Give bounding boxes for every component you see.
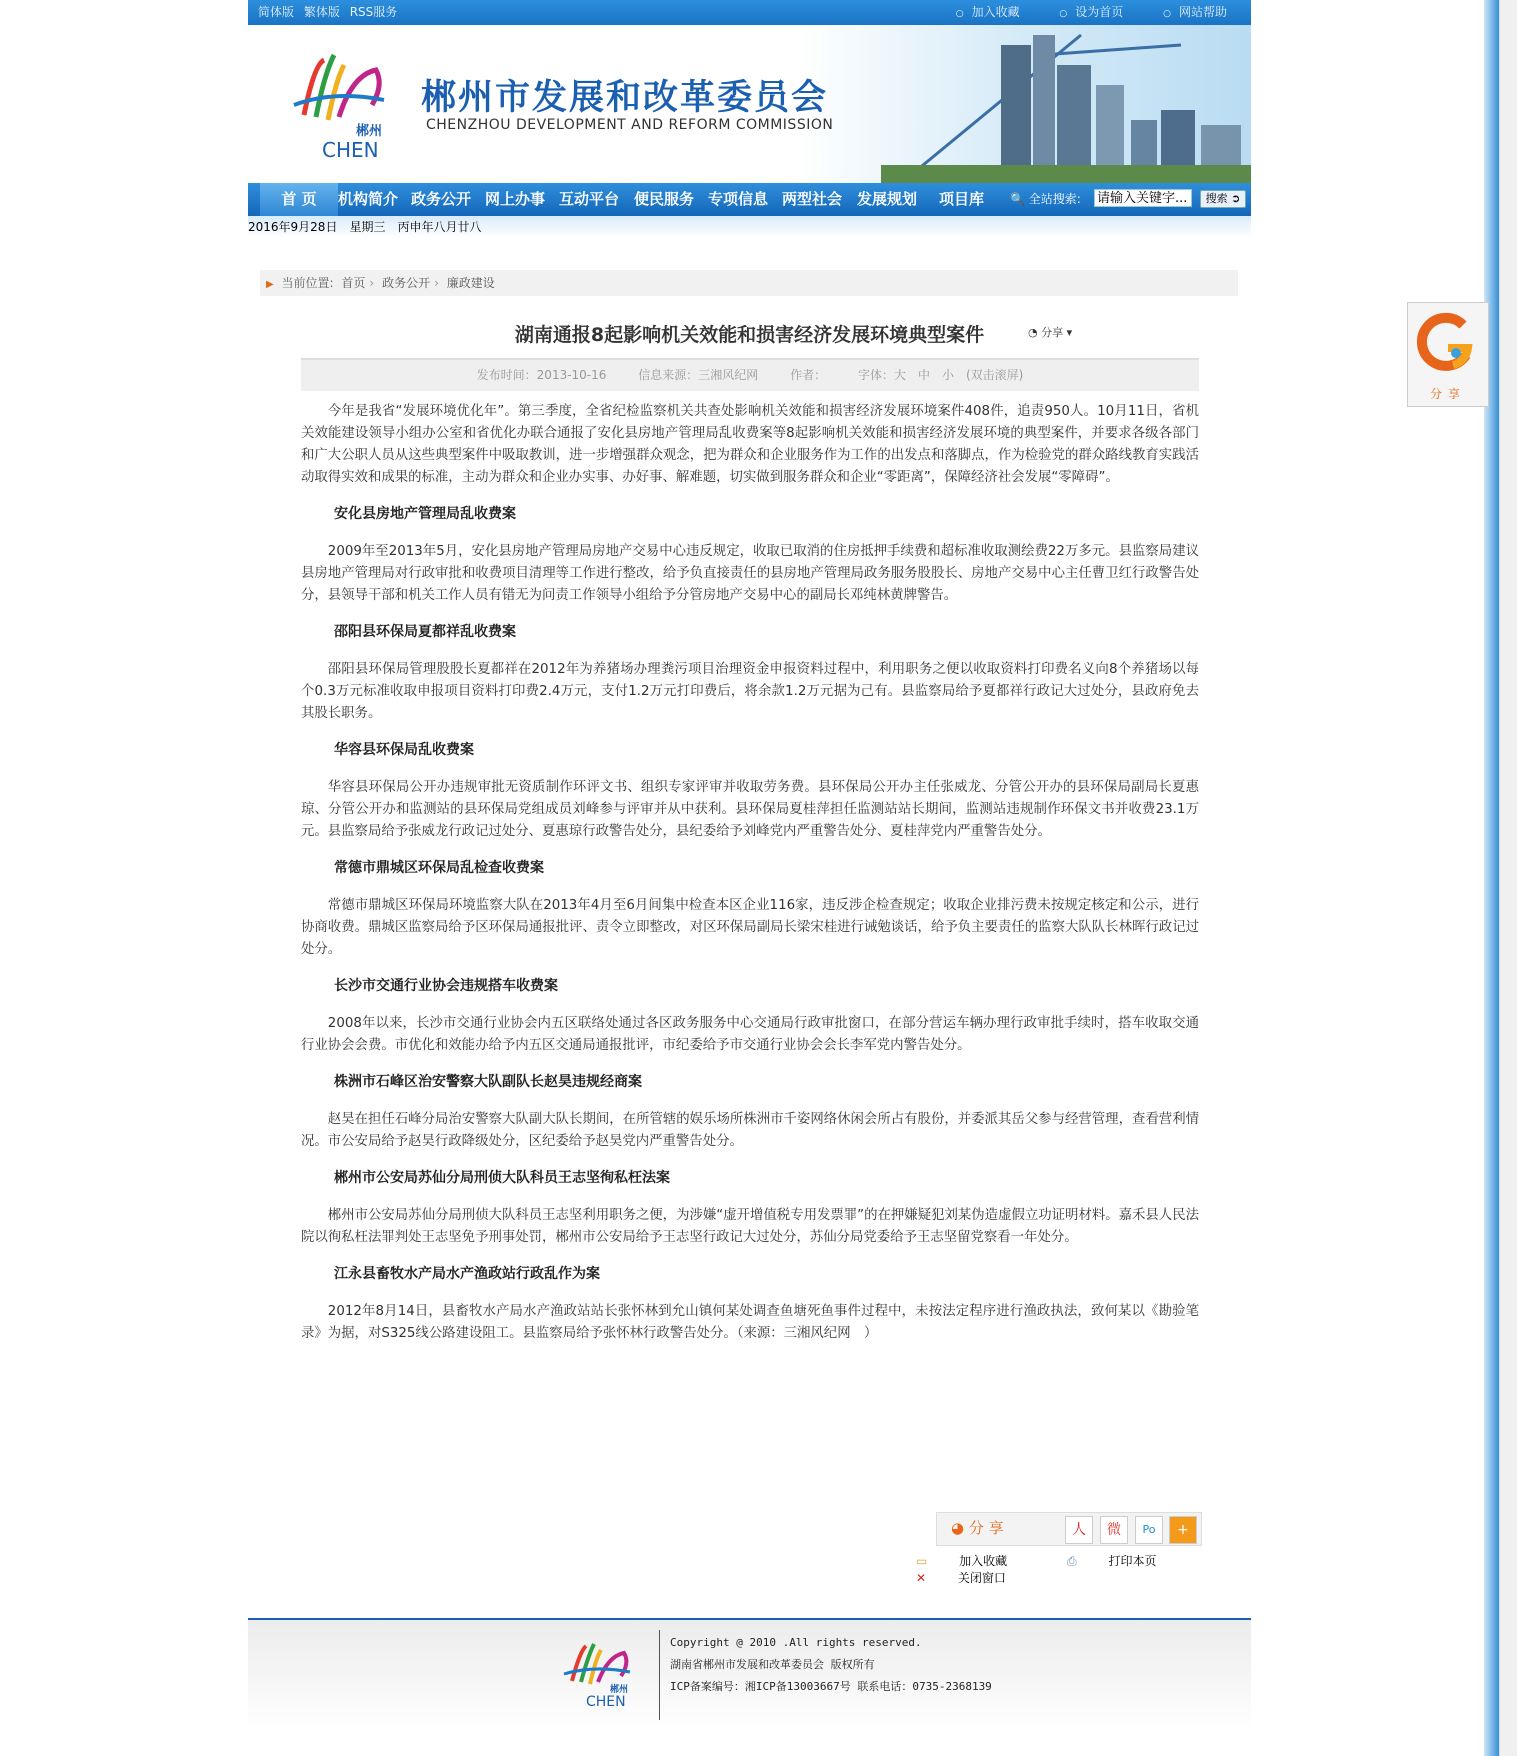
nav-institution[interactable]: 机构简介 [338,190,399,208]
search-input[interactable]: 请输入关键字... [1094,189,1192,207]
nav-project-library[interactable]: 项目库 [939,190,985,208]
location-icon: ▶ [266,279,274,290]
section-heading: 株洲市石峰区治安警察大队副队长赵昊违规经商案 [334,1074,642,1090]
qq-weibo-share-icon[interactable]: Po [1135,1516,1163,1544]
printer-icon: ⎙ [1067,1554,1077,1568]
close-icon: ✕ [916,1571,927,1585]
add-favorite-tool[interactable]: ▭ 加入收藏 [916,1554,1008,1568]
footer-owner: 湖南省郴州市发展和改革委员会 版权所有 [670,1658,875,1671]
floating-share-label: 分享 [1429,387,1466,401]
section-text: 华容县环保局公开办违规审批无资质制作环评文书、组织专家评审并收取劳务费。县环保局公开办主任张威龙、分管公开办的县环保局副局长夏惠琼、分管公开办和监测站的县环保局党组成员刘峰参与评审并从中获利。县环保局夏桂萍担任监测站站长期间，监测站违规制作环保文书并收费23.1万元。县监察局给予张威龙行政记过处分、夏惠琼行政警告处分，县纪委给予刘峰党内严重警告处分、夏桂萍党内严重警告处分。 [301,780,1199,839]
footer [248,1618,1251,1732]
header-banner [248,25,1251,183]
footer-icp: ICP备案编号：湘ICP备13003667号 联系电话：0735-2368139 [670,1680,992,1693]
link-traditional[interactable]: 繁体版 [303,5,340,19]
nav-two-type-society[interactable]: 两型社会 [782,190,843,208]
article-body [301,401,1199,1359]
breadcrumb-home[interactable]: 首页 [341,276,366,290]
link-add-favorite[interactable]: ○ 加入收藏 [956,5,1020,19]
vertical-scrollbar[interactable] [1499,0,1517,1756]
search-icon: 🔍 [1010,192,1025,206]
floating-share-widget[interactable] [1407,302,1489,407]
section-heading: 长沙市交通行业协会违规搭车收费案 [334,978,558,994]
link-simplified[interactable]: 简体版 [258,5,295,19]
section-heading: 郴州市公安局苏仙分局刑侦大队科员王志坚徇私枉法案 [334,1170,670,1186]
nav-government-affairs[interactable]: 政务公开 [411,190,472,208]
close-window-tool[interactable]: ✕ 关闭窗口 [916,1571,1006,1585]
share-logo-icon [1408,303,1488,383]
breadcrumb-integrity[interactable]: 廉政建设 [446,276,495,290]
meta-publish-time: 发布时间：2013-10-16 [476,368,607,382]
link-rss[interactable]: RSS服务 [349,5,398,19]
title-share-button[interactable]: ◔ 分享 ▾ [1028,326,1073,339]
section-heading: 邵阳县环保局夏都祥乱收费案 [334,624,516,640]
top-utility-bar [248,0,1251,25]
section-text: 2008年以来，长沙市交通行业协会内五区联络处通过各区政务服务中心交通局行政审批窗口，在部分营运车辆办理行政审批手续时，搭车收取交通行业协会会费。市优化和效能办给予内五区交通局通报批评，市纪委给予市交通行业协会会长李军党内警告处分。 [301,1016,1199,1053]
section-text: 2012年8月14日，县畜牧水产局水产渔政站站长张怀林到允山镇何某处调查鱼塘死鱼事件过程中，未按法定程序进行渔政执法，致何某以《勘验笔录》为据，对S325线公路建设阻工。县监察局给予张怀林行政警告处分。（来源：三湘风纪网 ） [301,1304,1199,1341]
city-skyline-image [881,25,1251,183]
footer-copyright: Copyright @ 2010 .All rights reserved. [670,1636,922,1649]
page-container [248,0,1251,1710]
renren-share-icon[interactable]: 人 [1065,1516,1093,1544]
article-intro: 今年是我省“发展环境优化年”。第三季度，全省纪检监察机关共查处影响机关效能和损害经济发展环境案件408件，追责950人。10月11日，省机关效能建设领导小组办公室和省优化办联合通报了安化县房地产管理局乱收费案等8起影响机关效能和损害经济发展环境的典型案件，并要求各级各部门和广大公职人员从这些典型案件中吸取教训，进一步增强群众观念，把为群众和企业服务作为工作的出发点和落脚点，作为检验党的群众路线教育实践活动取得实效和成果的标准，主动为群众和企业办实事、办好事、解难题，切实做到服务群众和企业“零距离”，保障经济社会发展“零障碍”。 [301,404,1199,485]
share-icon: ◔ [1028,326,1038,339]
page-tools [916,1552,1251,1586]
main-navigation [248,183,1251,216]
site-subtitle: CHENZHOU DEVELOPMENT AND REFORM COMMISSION [426,117,834,133]
footer-logo [558,1636,638,1711]
footer-divider [659,1630,660,1720]
date-bar: 2016年9月28日 星期三 丙申年八月廿八 [248,216,1251,238]
svg-text:郴州: 郴州 [356,124,383,139]
svg-text:CHEN: CHEN [586,1694,626,1710]
nav-home[interactable]: 首 页 [260,183,338,216]
breadcrumb: ▶ 当前位置: 首页 › 政务公开 › 廉政建设 [260,270,1238,296]
section-text: 邵阳县环保局管理股股长夏都祥在2012年为养猪场办理粪污项目治理资金申报资料过程中，利用职务之便以收取资料打印费名义向8个养猪场以每个0.3万元标准收取申报项目资料打印费2.4万元，支付1.2万元打印费后，将余款1.2万元据为己有。县监察局给予夏都祥行政记大过处分，县政府免去其股长职务。 [301,662,1199,721]
search-label: 🔍 全站搜索: [1010,192,1081,206]
print-tool[interactable]: ⎙ 打印本页 [1067,1554,1157,1568]
weibo-share-icon[interactable]: 微 [1100,1516,1128,1544]
section-heading: 华容县环保局乱收费案 [334,742,474,758]
article-meta [301,358,1199,391]
nav-interaction[interactable]: 互动平台 [559,190,620,208]
meta-author: 作者： [790,368,827,382]
breadcrumb-label: 当前位置: [281,276,334,290]
section-text: 郴州市公安局苏仙分局刑侦大队科员王志坚利用职务之便，为涉嫌“虚开增值税专用发票罪”的在押嫌疑犯刘某伪造虚假立功证明材料。嘉禾县人民法院以徇私枉法罪判处王志坚免予刑事处罚，郴州市公安局给予王志坚行政记大过处分，苏仙分局党委给予王志坚留党察看一年处分。 [301,1208,1199,1245]
footer-text [670,1632,992,1698]
meta-font-size[interactable]: 字体：大 中 小 (双击滚屏) [857,368,1024,382]
section-heading: 江永县畜牧水产局水产渔政站行政乱作为案 [334,1266,600,1282]
more-share-icon[interactable]: + [1169,1516,1197,1544]
link-site-help[interactable]: ○ 网站帮助 [1163,5,1227,19]
share-toolbar [936,1512,1202,1546]
section-heading: 安化县房地产管理局乱收费案 [334,506,516,522]
chenzhou-logo[interactable] [284,45,396,165]
folder-icon: ▭ [916,1554,928,1568]
nav-online-services[interactable]: 网上办事 [485,190,546,208]
section-text: 赵昊在担任石峰分局治安警察大队副大队长期间，在所管辖的娱乐场所株洲市千姿网络休闲会所占有股份，并委派其岳父参与经营管理，查看营利情况。市公安局给予赵昊行政降级处分，区纪委给予赵昊党内严重警告处分。 [301,1112,1199,1149]
share-toolbar-label[interactable]: ◕ 分 享 [951,1519,1004,1537]
article-title: 湖南通报8起影响机关效能和损害经济发展环境典型案件 [514,324,985,346]
section-text: 2009年至2013年5月，安化县房地产管理局房地产交易中心违反规定，收取已取消的住房抵押手续费和超标准收取测绘费22万多元。县监察局建议县房地产管理局对行政审批和收费项目清理等工作进行整改，给予负直接责任的县房地产管理局政务服务股股长、房地产交易中心主任曹卫红行政警告处分，县领导干部和机关工作人员有错无为问责工作领导小组给予分管房地产交易中心的副局长邓纯林黄牌警告。 [301,544,1199,603]
breadcrumb-government-affairs[interactable]: 政务公开 [382,276,431,290]
nav-public-services[interactable]: 便民服务 [634,190,695,208]
svg-text:郴州: 郴州 [610,1685,629,1695]
nav-special-info[interactable]: 专项信息 [708,190,769,208]
page-background-edge [1484,0,1500,1756]
site-title: 郴州市发展和改革委员会 [421,78,829,118]
nav-development-plan[interactable]: 发展规划 [857,190,918,208]
section-text: 常德市鼎城区环保局环境监察大队在2013年4月至6月间集中检查本区企业116家，违反涉企检查规定；收取企业排污费未按规定核定和公示，进行协商收费。鼎城区监察局给予区环保局通报批评、责令立即整改，对区环保局副局长梁宋桂进行诫勉谈话，给予负主要责任的监察大队队长林晖行政记过处分。 [301,898,1199,957]
meta-source: 信息来源：三湘风纪网 [638,368,759,382]
section-heading: 常德市鼎城区环保局乱检查收费案 [334,860,544,876]
link-set-homepage[interactable]: ○ 设为首页 [1059,5,1123,19]
svg-text:CHEN: CHEN [322,138,379,162]
search-button[interactable]: 搜索 ➲ [1200,190,1246,208]
